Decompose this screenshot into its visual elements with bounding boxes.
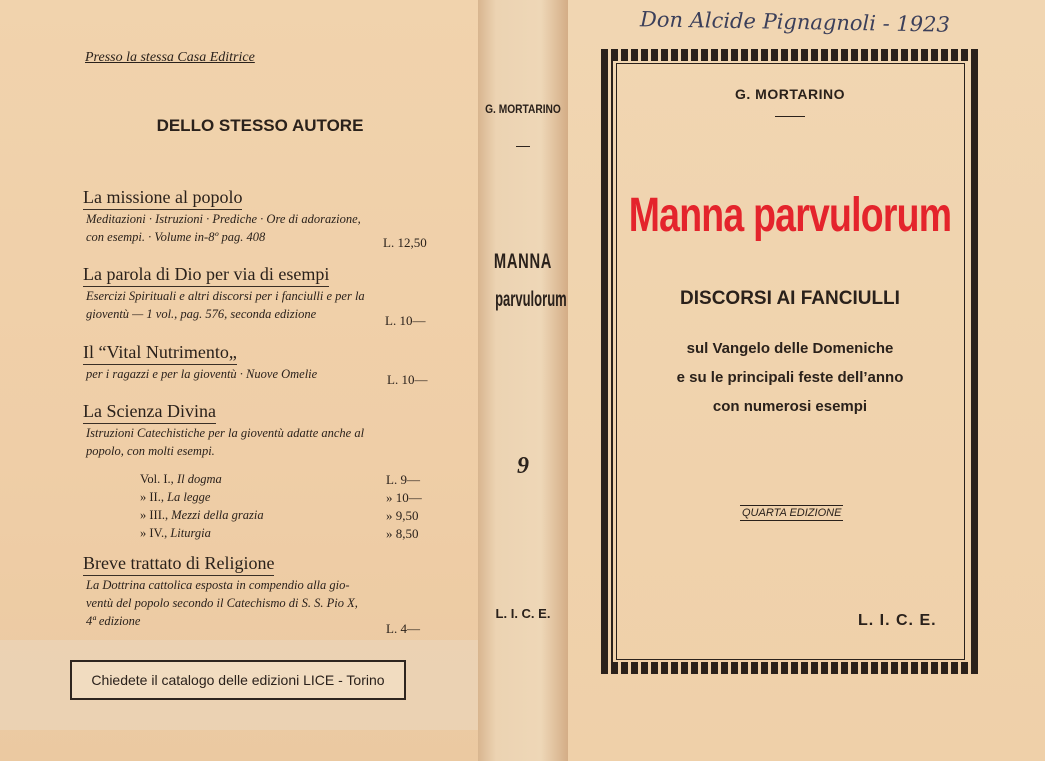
book-entry [83,401,443,460]
spine-title-line1: MANNA [493,250,553,273]
book-entry-desc: Meditazioni · Istruzioni · Prediche · Ore di adorazione, [86,212,361,226]
front-author: G. MORTARINO [735,86,845,102]
volume-price: » 10— [386,490,422,505]
volume-row: » II., La legge [140,490,211,504]
inner-border [616,63,965,660]
handwritten-signature: Don Alcide Pignagnoli - 1923 [639,7,951,37]
front-publisher: L. I. C. E. [858,612,937,629]
book-entry-desc: Istruzioni Catechistiche per la gioventù adatte anche al [86,426,365,440]
book-entry-title: La missione al popolo [83,187,242,210]
volume-row: Vol. I., Il dogma [140,472,222,486]
book-entry-title: La Scienza Divina [83,401,216,424]
book-entry-desc: per i ragazzi e per la gioventù · Nuove Omelie [86,367,318,381]
back-title: DELLO STESSO AUTORE [156,116,364,135]
volume-row: » III., Mezzi della grazia [140,508,264,522]
book-entry-title: Il “Vital Nutrimento„ [83,342,237,365]
book-entry-desc: La Dottrina cattolica esposta in compendio alla gio- [86,578,350,592]
book-entry-desc: gioventù — 1 vol., pag. 576, seconda edizione [86,307,317,321]
book-entry-desc: Esercizi Spirituali e altri discorsi per i fanciulli e per la [86,289,365,303]
catalog-box: Chiedete il catalogo delle edizioni LICE - Torino [70,660,406,700]
volume-price: » 9,50 [386,508,419,523]
front-line-1: sul Vangelo delle Domeniche [686,340,894,357]
spine [478,0,568,761]
spine-title-line2: parvulorum [495,288,567,311]
volume-price: L. 9— [386,472,420,487]
book-entry-title: La parola di Dio per via di esempi [83,264,329,287]
front-line-3: con numerosi esempi [712,398,868,415]
back-header: Presso la stessa Casa Editrice [85,50,255,65]
book-entry-price: L. 12,50 [383,235,427,250]
spine-divider [516,146,530,147]
book-entry-desc: ventù del popolo secondo il Catechismo di S. S. Pio X, [86,596,358,610]
book-entry-title: Breve trattato di Religione [83,553,274,576]
book-entry [83,553,443,630]
front-divider [775,116,805,117]
spine-publisher: L. I. C. E. [495,606,551,621]
front-title: Manna parvulorum [628,189,952,242]
book-entry-price: L. 10— [385,313,426,328]
front-subtitle: DISCORSI AI FANCIULLI [680,288,900,309]
spine-author: G. MORTARINO [485,102,561,116]
book-entry-desc: popolo, con molti esempi. [86,444,215,458]
front-line-2: e su le principali feste dell’anno [676,369,904,386]
book-entry-desc: 4ª edizione [86,614,141,628]
volume-price: » 8,50 [386,526,419,541]
edition-label: QUARTA EDIZIONE [742,507,842,519]
book-entry-price: L. 10— [387,372,428,387]
book-entry-price: L. 4— [386,621,420,636]
volume-row: » IV., Liturgia [140,526,211,540]
spine-number: 9 [517,453,529,479]
book-entry-desc: con esempi. · Volume in-8º pag. 408 [86,230,266,244]
